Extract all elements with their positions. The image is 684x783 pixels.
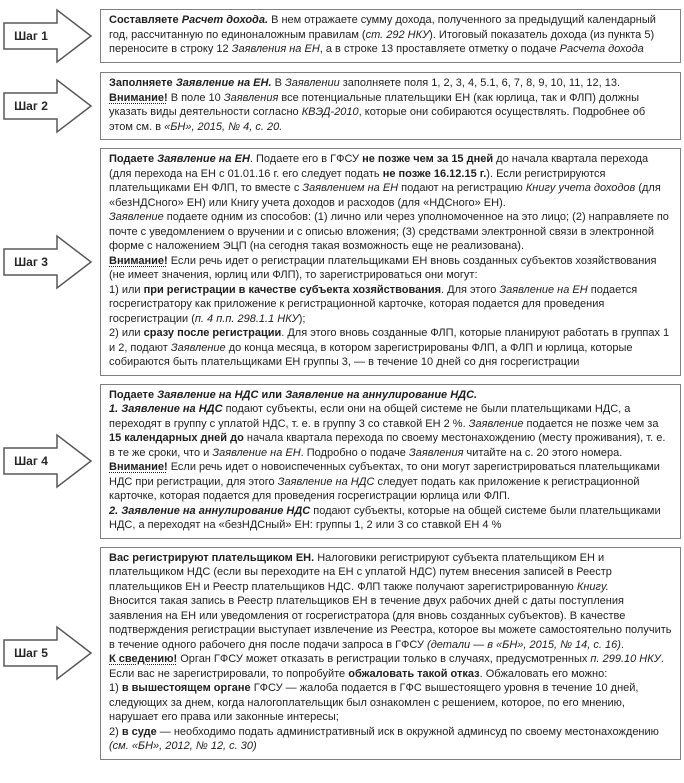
text-run: Расчета дохода — [559, 43, 644, 56]
step-box-4 — [100, 384, 681, 539]
text-run: Заявлении — [284, 77, 340, 89]
paragraph — [109, 254, 672, 283]
step-label: Шаг 1 — [14, 29, 48, 43]
paragraph — [109, 13, 672, 57]
text-run: Составляете — [109, 14, 182, 27]
text-run: Налоговики регистрируют субъекта плательщиком ЕН и плательщиком НДС (если вы переходите на ЕН с уплатой НДС) путем внесения записей в Реестр плательщиков ЕН и Реестр плательщиков НДС. ФЛП также получают зарегистрированную — [109, 551, 612, 593]
text-run: В — [271, 77, 285, 89]
step-row-2 — [3, 72, 681, 140]
text-run: . Подробно о подаче — [300, 446, 409, 459]
text-run: Подаете — [109, 153, 158, 165]
text-run: Заявления — [408, 446, 464, 459]
paragraph — [109, 152, 672, 210]
text-run: Заявление на аннулирование НДС. — [285, 388, 478, 401]
text-run: подается не позже чем за — [523, 417, 659, 430]
text-run: читайте на с. 20 этого номера. — [463, 446, 623, 459]
text-run: Заявления на ЕН — [231, 43, 320, 56]
text-run: п. 299.10 НКУ — [590, 653, 661, 665]
step-box-5 — [100, 547, 681, 760]
text-run: Внимание! — [109, 461, 168, 473]
text-run: 1) или — [109, 283, 144, 296]
text-run: не позже чем за 15 дней — [362, 153, 494, 165]
paragraph — [109, 551, 672, 595]
text-run: , а в строке 13 проставляете отметку о подаче — [319, 43, 560, 56]
text-run: при регистрации в качестве субъекта хозяйствования — [143, 283, 442, 296]
text-run: или — [258, 388, 286, 401]
text-run: подают субъекты, если они на общей системе не были плательщиками НДС, а переходят в группу с уплатой НДС, т. е. в группу 3 со ставкой ЕН 2 %. — [109, 403, 631, 430]
text-run: Если речь идет о новоиспеченных субъектах, то они могут зарегистрироваться плательщиками НДС при регистрации, для этого — [109, 461, 660, 488]
text-run: следует подать как приложение к регистрационной карточке, которая подается для проведения госрегистрации юрлица или ФЛП. — [109, 475, 640, 502]
text-run: Заявление — [170, 341, 226, 354]
text-run: Заявление на НДС — [277, 475, 375, 488]
text-run: КВЭД-2010 — [301, 106, 359, 118]
text-run: Книгу. — [576, 580, 609, 593]
text-run: Вас регистрируют плательщиком ЕН. — [109, 551, 315, 564]
text-run: п. 4 п.п. 298.1.1 НКУ — [194, 312, 299, 325]
text-run: (см. «БН», 2012, № 12, с. 30) — [109, 740, 257, 752]
paragraph — [109, 402, 672, 460]
text-run: . Для этого — [441, 283, 500, 296]
paragraph — [109, 652, 672, 681]
step-box-2 — [100, 72, 681, 140]
step-label: Шаг 4 — [14, 454, 48, 468]
text-run: ГФСУ — жалоба подается в ГФС вышестоящего уровня в течение 10 дней, следующих за днем, когда налогоплательщик был ознакомлен с решением, которое, по его мнению, нарушает его права или законные интересы; — [109, 682, 639, 723]
text-run: (для «безНДСного» ЕН) или Книгу учета доходов и расходов (для «НДСного» ЕН). — [109, 182, 661, 209]
text-run: «БН», 2015, № 4, с. 20. — [164, 120, 283, 133]
text-run: до конца месяца, в котором зарегистрированы ФЛП, а ФЛП и юрлица, которые собираются быть плательщиками ЕН группы 3, — в течение 10 дней со дня госрегистрации — [109, 341, 633, 368]
text-run: Заполняете — [109, 77, 176, 89]
step-label: Шаг 5 — [14, 646, 48, 660]
paragraph — [109, 326, 672, 370]
step-row-1 — [3, 8, 681, 64]
step-arrow-3 — [3, 234, 93, 290]
text-run: 1. Заявление на НДС — [109, 403, 223, 415]
text-run: ). Итоговый показатель дохода (из пункта 5) переносите в строку 12 — [109, 28, 655, 56]
text-run: Книгу учета доходов — [525, 182, 636, 194]
text-run: Внимание! — [109, 91, 168, 104]
text-run: обжаловать такой отказ — [348, 667, 480, 680]
text-run: ); — [298, 312, 306, 325]
text-run: . Для этого вновь созданные ФЛП, которые планируют работать в группах 1 и 2, подают — [109, 327, 670, 354]
text-run: Заявление на ЕН — [499, 283, 588, 296]
paragraph — [109, 210, 672, 254]
text-run: В нем отражаете сумму дохода, полученного за предыдущий календарный год, рассчитанную по единоналожным правилам ( — [109, 14, 656, 41]
text-run: . Если вас не зарегистрировали, то попробуйте — [109, 653, 664, 680]
text-run: — необходимо подать административный иск в окружной админсуд по своему местонахождению — [156, 725, 659, 738]
text-run: Заявления — [223, 91, 279, 104]
step-label: Шаг 3 — [14, 254, 48, 269]
text-run: Вносится такая запись в Реестр плательщиков ЕН в течение двух рабочих дней с даты поступления заявления на ЕН или уведомления от госрегистратора (для вновь созданных субъектов). В качестве подтверждения регистрации выступает извлечение из Реестра, которое вы можете самостоятельно получить в течение одного рабочего дня после подачи запроса в ГФСУ — [109, 595, 672, 651]
text-run: В поле 10 — [167, 91, 224, 104]
paragraph — [109, 91, 672, 135]
text-run: заполняете поля 1, 2, 3, 4, 5.1, 6, 7, 8, 9, 10, 11, 12, 13. — [339, 77, 621, 89]
paragraph — [109, 76, 672, 91]
text-run: Орган ГФСУ может отказать в регистрации только в случаях, предусмотренных — [177, 653, 591, 665]
text-run: 1) — [109, 682, 122, 694]
text-run: подают на регистрацию — [398, 182, 526, 194]
text-run: подаете одним из способов: (1) лично или через уполномоченное на это лицо; (2) направляете по почте с уведомлением о вручении и с описью вложения; (3) средствами электронной связи в электронной форме с наложением ЭЦП (на сегодня такая возможность еще не реализована). — [109, 211, 669, 252]
text-run: начала квартала перехода по своему местонахождению (месту проживания), т. е. в те же сроки, что и — [109, 432, 666, 459]
step-row-3 — [3, 148, 681, 376]
paragraph — [109, 388, 672, 403]
text-run: . Обжаловать его можно: — [479, 667, 608, 680]
text-run: Заявление на ЕН — [157, 153, 250, 165]
step-arrow-5 — [3, 625, 93, 681]
text-run: Заявление на ЕН. — [175, 77, 272, 89]
text-run: сразу после регистрации — [143, 327, 282, 339]
paragraph — [109, 460, 672, 504]
text-run: не позже 16.12.15 г. — [382, 167, 487, 180]
text-run: Заявление — [109, 211, 164, 223]
text-run: подают субъекты, которые на общей системе были плательщиками НДС, а переходят на «безНДСный» ЕН: группы 1, 2 или 3 со ставкой ЕН 4 % — [109, 504, 661, 531]
text-run: ст. 292 НКУ — [365, 28, 430, 41]
text-run: Внимание! — [109, 254, 168, 267]
step-box-3 — [100, 148, 681, 376]
paragraph — [109, 504, 672, 533]
paragraph — [109, 725, 672, 754]
text-run: 2. Заявление на аннулирование НДС — [109, 504, 311, 517]
text-run: . — [620, 638, 624, 651]
text-run: 2) или — [109, 327, 144, 339]
text-run: Расчет дохода. — [181, 14, 269, 27]
text-run: Заявление на ЕН — [212, 446, 301, 459]
text-run: Заявление на НДС — [157, 388, 259, 401]
text-run: Подаете — [109, 388, 158, 401]
text-run: подается госрегистратору как приложение к регистрационной карточке, которая подается для проведения госрегистрации ( — [109, 283, 638, 325]
text-run: в вышестоящем органе — [121, 682, 251, 694]
paragraph — [109, 594, 672, 652]
text-run: все потенциальные плательщики ЕН (как юрлица, так и ФЛП) должны указать виды деятельности согласно — [109, 91, 639, 118]
paragraph — [109, 283, 672, 327]
paragraph — [109, 681, 672, 725]
step-label: Шаг 2 — [14, 99, 48, 113]
text-run: (детали — в «БН», 2015, № 14, с. 16) — [427, 638, 621, 651]
step-row-4 — [3, 384, 681, 539]
text-run: 15 календарных дней до — [109, 432, 244, 444]
text-run: в суде — [121, 725, 157, 738]
text-run: Заявлением на ЕН — [302, 182, 399, 194]
text-run: , которые они собираются осуществлять. Подробнее об этом см. в — [109, 106, 646, 133]
text-run: до начала квартала перехода (для перехода на ЕН с 01.01.16 г. его следует подать — [109, 153, 649, 180]
step-arrow-1 — [3, 8, 93, 64]
step-arrow-2 — [3, 78, 93, 134]
text-run: К сведению! — [109, 653, 178, 665]
text-run: . Подаете его в ГФСУ — [249, 153, 363, 165]
step-row-5 — [3, 547, 681, 760]
text-run: ). Если регистрируются плательщиками ЕН ФЛП, то вместе с — [109, 167, 606, 194]
step-box-1 — [100, 9, 681, 63]
text-run: Если речь идет о регистрации плательщиками ЕН вновь созданных субъектов хозяйствования (не имеет значения, юрлиц или ФЛП), то зарегистрироваться они могут: — [109, 254, 657, 281]
text-run: Заявление — [468, 417, 524, 430]
text-run: 2) — [109, 725, 122, 738]
step-arrow-4 — [3, 433, 93, 489]
